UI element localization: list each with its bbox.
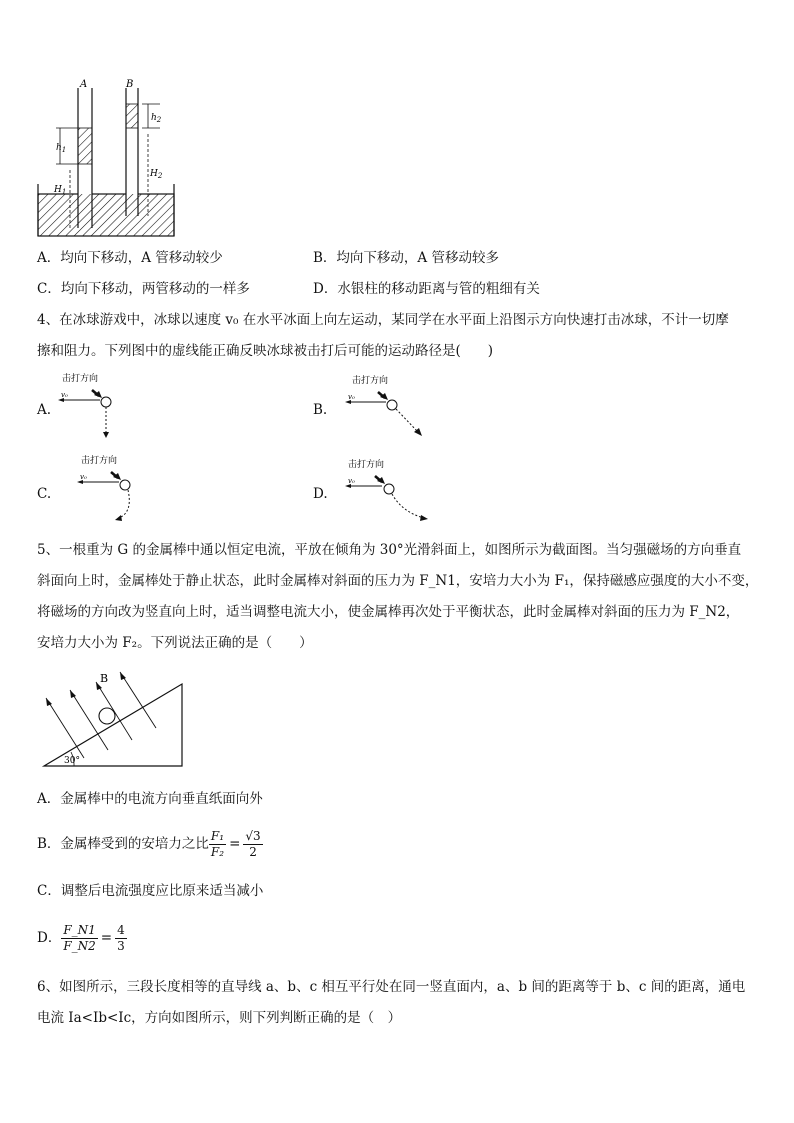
q4-d-hit-direction-label: 击打方向	[348, 460, 385, 470]
q3-option-c[interactable]: C．均向下移动，两管移动的一样多	[37, 281, 250, 297]
q5-incline-figure	[38, 664, 188, 770]
svg-text:v₀: v₀	[348, 393, 355, 401]
q6-stem-line2: 电流 Ia<Ib<Ic，方向如图所示，则下列判断正确的是（ ）	[37, 1010, 402, 1026]
q3-label-h1: h	[56, 143, 62, 153]
q3-tubes-figure	[30, 76, 190, 244]
svg-text:H1: $H_1$	[54, 185, 67, 196]
mercury-trough	[38, 194, 174, 236]
q5-b-label: B	[100, 672, 109, 685]
q5-option-b-rhs: $\frac{√3}{2}$	[245, 828, 261, 859]
q4-option-b-figure[interactable]	[342, 372, 432, 442]
q4-b-hit-direction-label: 击打方向	[352, 376, 389, 386]
q5-option-c[interactable]: C．调整后电流强度应比原来适当减小	[37, 883, 264, 899]
svg-text:h2: $h_2$	[151, 113, 162, 124]
q4-option-b-label[interactable]: B.	[313, 402, 328, 418]
q4-option-c-figure[interactable]	[75, 452, 145, 524]
q4-a-puck	[101, 397, 111, 407]
q5-option-d-fraction: $\frac{F\_N1}{F\_N2}$	[63, 922, 96, 953]
q3-label-b: B	[126, 79, 134, 90]
q5-stem-line4: 安培力大小为 F₂。下列说法正确的是（ ）	[37, 635, 313, 651]
q3-option-d[interactable]: D．水银柱的移动距离与管的粗细有关	[313, 281, 540, 297]
q4-stem-line2: 擦和阻力。下列图中的虚线能正确反映冰球被击打后可能的运动路径是( )	[37, 343, 494, 359]
q4-b-puck	[387, 400, 397, 410]
q4-option-a-figure[interactable]	[56, 370, 126, 440]
q5-stem-line3: 将磁场的方向改为竖直向上时，适当调整电流大小，使金属棒再次处于平衡状态，此时金属棒对斜面的压力为 F_N2，	[37, 604, 740, 620]
q5-metal-rod	[99, 708, 115, 724]
q3-label-H2: H	[150, 169, 158, 179]
q5-option-d-rhs: $\frac{4}{3}$	[117, 922, 125, 953]
svg-text:v₀: v₀	[348, 477, 355, 485]
q3-label-h2: h	[151, 113, 157, 123]
q5-option-b[interactable]: B．金属棒受到的安培力之比 $\frac{\text{F₁}}{\text{F₂}}$ = $\frac{√3}{2}$	[37, 822, 263, 866]
q5-option-d[interactable]: D． $\frac{F\_N1}{F\_N2}$ = $\frac{4}{3}$	[37, 916, 127, 960]
q5-stem-line2: 斜面向上时，金属棒处于静止状态，此时金属棒对斜面的压力为 F_N1，安培力大小为 F₁，保持磁感应强度的大小不变，	[37, 573, 759, 589]
svg-text:v₀: v₀	[80, 473, 87, 481]
q5-option-d-text: D．	[37, 930, 62, 946]
svg-text:h1: $h_1$	[56, 143, 67, 154]
q3-option-a[interactable]: A．均向下移动，A 管移动较少	[37, 250, 223, 266]
q4-c-puck	[120, 480, 130, 490]
q4-a-hit-direction-label: 击打方向	[62, 374, 99, 384]
q4-d-puck	[384, 484, 394, 494]
q3-option-b[interactable]: B．均向下移动，A 管移动较多	[313, 250, 499, 266]
q5-option-b-fraction: $\frac{\text{F₁}}{\text{F₂}}$	[210, 828, 225, 859]
svg-text:v₀: v₀	[61, 391, 68, 399]
q6-stem-line1: 6、如图所示，三段长度相等的直导线 a、b、c 相互平行处在同一竖直面内，a、b 间的距离等于 b、c 间的距离，通电	[37, 979, 746, 995]
q5-option-a[interactable]: A．金属棒中的电流方向垂直纸面向外	[37, 791, 263, 807]
q5-angle-label: 30°	[64, 756, 80, 766]
q5-stem-line1: 5、一根重为 G 的金属棒中通以恒定电流，平放在倾角为 30°光滑斜面上，如图所示为截面图。当匀强磁场的方向垂直	[37, 542, 742, 558]
q4-option-c-label[interactable]: C.	[37, 486, 52, 502]
tube-a	[78, 88, 92, 228]
q4-stem-line1: 4、在冰球游戏中，冰球以速度 v₀ 在水平冰面上向左运动，某同学在水平面上沿图示方向快速打击冰球，不计一切摩	[37, 312, 729, 328]
q3-label-H1: H	[54, 185, 62, 195]
q4-option-a-label[interactable]: A.	[37, 402, 52, 418]
tube-b	[126, 88, 138, 216]
svg-text:H2: $H_2$	[150, 169, 163, 180]
q4-option-d-figure[interactable]	[342, 456, 432, 526]
q5-option-b-text: B．金属棒受到的安培力之比	[37, 836, 209, 852]
q4-option-d-label[interactable]: D.	[313, 486, 328, 502]
q4-c-hit-direction-label: 击打方向	[81, 456, 118, 466]
q3-label-a: A	[80, 79, 88, 90]
